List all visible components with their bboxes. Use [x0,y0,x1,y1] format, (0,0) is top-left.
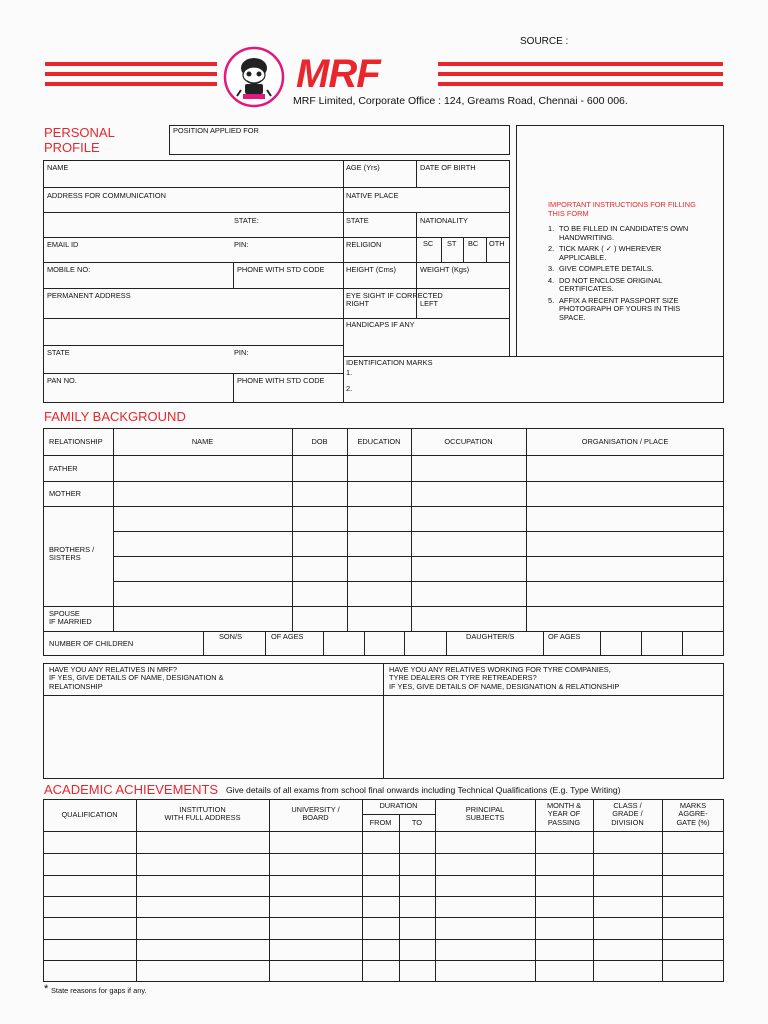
family-header-name: NAME [191,437,214,446]
religion-label: RELIGION [346,240,382,249]
identification-mark-1: 1. [346,368,353,377]
children-label: NUMBER OF CHILDREN [49,639,134,648]
mobile-label: MOBILE NO: [47,265,91,274]
nationality-label: NATIONALITY [420,216,468,225]
header-red-line [45,72,217,76]
pan-label: PAN NO. [47,376,77,385]
identification-mark-2: 2. [346,384,353,393]
section-title-personal: PERSONAL PROFILE [44,125,115,155]
siblings-label: BROTHERS / SISTERS [49,545,95,563]
state-label: STATE [346,216,369,225]
relatives-mrf-label: HAVE YOU ANY RELATIVES IN MRF? IF YES, GIVE DETAILS OF NAME, DESIGNATION & RELATIONSHIP [49,665,224,691]
email-label: EMAIL ID [47,240,79,249]
left-eye-label: LEFT [420,299,439,308]
header-red-line [438,62,723,66]
instructions-list [548,225,698,322]
father-label: FATHER [49,464,78,473]
academic-header-class: CLASS / GRADE / DIVISION [611,801,644,827]
daughters-label: DAUGHTER/S [466,632,515,641]
academic-header-subjects: PRINCIPAL SUBJECTS [465,805,505,823]
footnote: State reasons for gaps if any. [51,986,147,995]
academic-header-to: TO [411,818,423,827]
academic-subtitle: Give details of all exams from school final onwards including Technical Qualifications (E.g. Type Writing) [226,785,621,795]
of-ages-label: OF AGES [271,632,304,641]
academic-header-institution: INSTITUTION WITH FULL ADDRESS [164,805,241,823]
instruction-item: 3. GIVE COMPLETE DETAILS. [548,264,654,273]
section-title-family: FAMILY BACKGROUND [44,409,186,424]
state-label: STATE: [234,216,259,225]
position-applied-label: POSITION APPLIED FOR [173,126,259,135]
academic-header-duration: DURATION [379,801,418,810]
mother-label: MOTHER [49,489,82,498]
weight-label: WEIGHT (Kgs) [420,265,470,274]
academic-header-university: UNIVERSITY / BOARD [291,805,340,823]
family-header-education: EDUCATION [357,437,401,446]
dob-label: DATE OF BIRTH [420,163,476,172]
identification-label: IDENTIFICATION MARKS [346,358,433,367]
oth-checkbox[interactable]: OTH [489,239,505,248]
instructions [548,201,698,325]
header-red-line [438,72,723,76]
spouse-label: SPOUSE IF MARRIED [49,609,92,627]
pin-label: PIN: [234,348,249,357]
source-label: SOURCE : [520,36,569,47]
right-eye-label: RIGHT [346,299,369,308]
academic-header-passing: MONTH & YEAR OF PASSING [546,801,582,827]
instruction-item: 1. TO BE FILLED IN CANDIDATE'S OWN HANDWRITING. [548,224,689,242]
pin-label: PIN: [234,240,249,249]
permanent-address-label: PERMANENT ADDRESS [47,291,131,300]
company-address: MRF Limited, Corporate Office : 124, Greams Road, Chennai - 600 006. [293,95,628,107]
header-red-line [45,62,217,66]
academic-header-marks: MARKS AGGRE- GATE (%) [676,801,710,827]
of-ages-label: OF AGES [548,632,581,641]
mrf-logo: MRF [292,54,384,94]
family-header-occupation: OCCUPATION [444,437,493,446]
relatives-tyre-label: HAVE YOU ANY RELATIVES WORKING FOR TYRE COMPANIES, TYRE DEALERS OR TYRE RETREADERS? IF YES, GIVE DETAILS OF NAME, DESIGNATION & RELATIONSHIP [389,665,620,691]
height-label: HEIGHT (Cms) [346,265,396,274]
age-label: AGE (Yrs) [346,163,380,172]
native-place-label: NATIVE PLACE [346,191,399,200]
academic-header-qualification: QUALIFICATION [61,810,118,819]
mrf-mascot-emblem-icon [223,46,285,108]
handicaps-label: HANDICAPS IF ANY [346,320,415,329]
address-comm-label: ADDRESS FOR COMMUNICATION [47,191,166,200]
family-header-dob: DOB [311,437,328,446]
phone-std-label: PHONE WITH STD CODE [237,376,325,385]
instruction-item: 4. DO NOT ENCLOSE ORIGINAL CERTIFICATES. [548,275,663,293]
footnote-asterisk: * [44,983,49,995]
bc-checkbox[interactable]: BC [468,239,479,248]
sons-label: SON/S [219,632,242,641]
instruction-item: 2. TICK MARK ( ✓ ) WHEREVER APPLICABLE. [548,244,662,262]
academic-header-from: FROM [369,818,392,827]
header-red-line [438,82,723,86]
header-red-line [45,82,217,86]
state-label: STATE [47,348,70,357]
section-title-academic: ACADEMIC ACHIEVEMENTS [44,782,219,797]
instructions-title: IMPORTANT INSTRUCTIONS FOR FILLING THIS FORM [548,200,696,218]
phone-std-label: PHONE WITH STD CODE [237,265,325,274]
family-header-relationship: RELATIONSHIP [49,437,103,446]
name-label: NAME [47,163,69,172]
sc-checkbox[interactable]: SC [423,239,434,248]
family-header-organisation: ORGANISATION / PLACE [581,437,669,446]
st-checkbox[interactable]: ST [447,239,457,248]
instruction-item: 5. AFFIX A RECENT PASSPORT SIZE PHOTOGRAPH OF YOURS IN THIS SPACE. [548,295,681,322]
family-table [43,428,724,656]
eye-sight-label: EYE SIGHT IF CORRECTED [346,291,443,300]
